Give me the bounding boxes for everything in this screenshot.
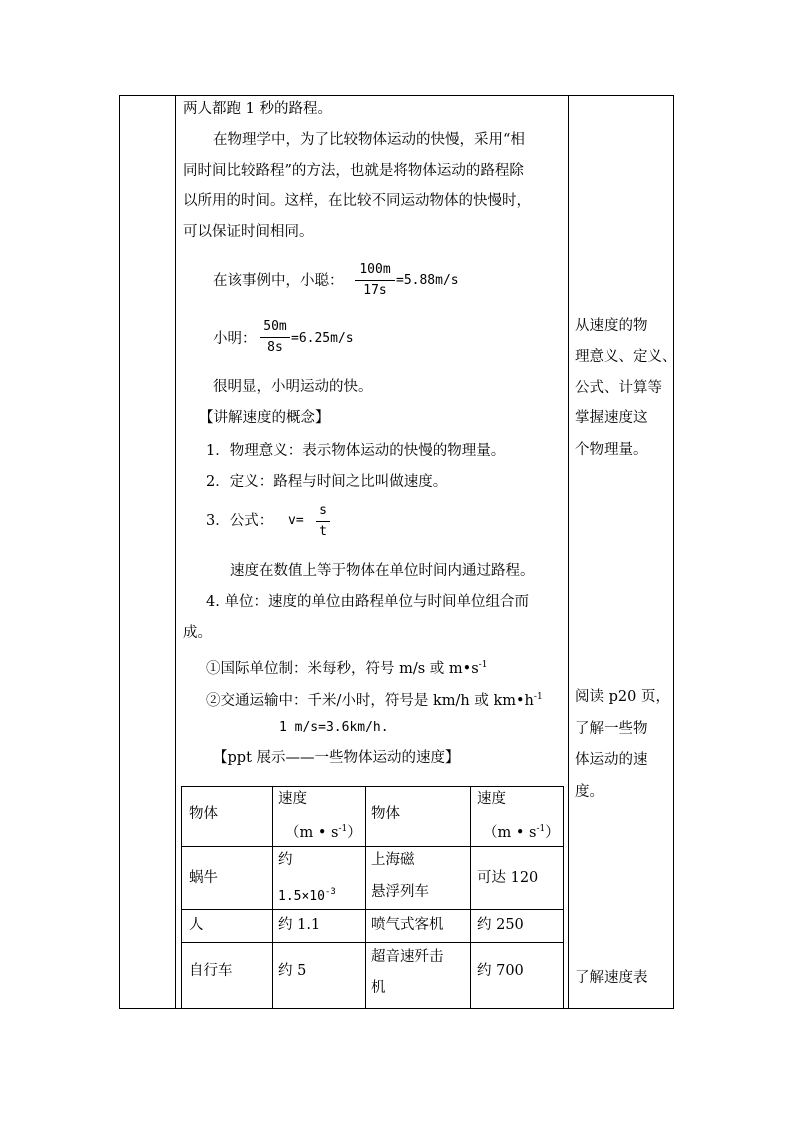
- table-cell: 约 5: [278, 963, 307, 979]
- paragraph-line: 以所用的时间。这样，在比较不同运动物体的快慢时，: [183, 193, 531, 209]
- fraction: [355, 261, 395, 300]
- paragraph-line: 同时间比较路程”的方法，也就是将物体运动的路程除: [183, 163, 524, 179]
- example-label: 在该事例中，小聪：: [213, 273, 344, 289]
- note-line: 阅读 p20 页，: [575, 689, 670, 705]
- table-cell: 自行车: [189, 963, 233, 979]
- fraction-denominator: 17s: [363, 283, 387, 298]
- section-header: 【ppt 展示——一些物体运动的速度】: [213, 750, 460, 766]
- speed-table: [181, 786, 564, 1009]
- note-line: 个物理量。: [575, 442, 648, 458]
- table-col-line: [365, 786, 366, 1009]
- note-line: 体运动的速: [575, 752, 648, 768]
- superscript: -1: [536, 824, 546, 834]
- formula-v: v=: [288, 513, 304, 528]
- concept-item: 成。: [183, 625, 212, 641]
- example-result: =6.25m/s: [291, 331, 354, 346]
- paragraph-line: 两人都跑 1 秒的路程。: [183, 101, 332, 117]
- table-cell: 可达 120: [477, 870, 539, 886]
- table-cell: 蜗牛: [189, 870, 218, 886]
- section-header: 【讲解速度的概念】: [199, 410, 330, 426]
- table-header-cell: 速度: [477, 791, 506, 807]
- note-line: 了解速度表: [575, 970, 648, 986]
- table-header-cell: （m • $s^{-1}$）: [285, 824, 362, 841]
- table-cell: 上海磁: [371, 852, 415, 868]
- note-line: 理意义、定义、: [575, 349, 677, 365]
- concept-item: 3．公式：: [206, 513, 274, 529]
- fraction-denominator: 8s: [267, 340, 283, 355]
- table-cell: $1.5\times 10^{-3}$: [278, 887, 336, 904]
- table-cell: 机: [371, 980, 386, 996]
- table-col-line: [272, 786, 273, 1009]
- fraction-numerator: s: [319, 503, 327, 518]
- example-label: 小明：: [213, 331, 257, 347]
- fraction: [260, 318, 290, 357]
- table-cell: 喷气式客机: [371, 917, 444, 933]
- table-cell: 人: [189, 917, 204, 933]
- concept-item: 1．物理意义：表示物体运动的快慢的物理量。: [206, 443, 506, 459]
- column-divider-left: [175, 95, 176, 1009]
- table-row-line: [181, 846, 564, 847]
- concept-item: 2．定义：路程与时间之比叫做速度。: [206, 474, 448, 490]
- superscript: -1: [478, 660, 488, 670]
- table-row-line: [181, 909, 564, 910]
- fraction-numerator: 100m: [359, 262, 391, 277]
- table-cell: 超音速歼击: [371, 949, 444, 965]
- unit-si-text: ①国际单位制：米每秒，符号 m/s 或 m•s: [206, 661, 479, 677]
- fraction-numerator: 50m: [263, 319, 287, 334]
- table-cell: 约 1.1: [278, 917, 321, 933]
- note-line: 公式、计算等: [575, 380, 662, 396]
- conclusion: 很明显，小明运动的快。: [213, 379, 373, 395]
- superscript: -1: [533, 692, 543, 702]
- table-col-line: [470, 786, 471, 1009]
- table-row-line: [181, 942, 564, 943]
- table-header-cell: 速度: [278, 791, 307, 807]
- table-cell: 悬浮列车: [371, 884, 429, 900]
- column-divider-right: [568, 95, 569, 1009]
- paragraph-line: 在物理学中，为了比较物体运动的快慢，采用“相: [213, 132, 525, 148]
- unit-transport-text: ②交通运输中：千米/小时，符号是 km/h 或 km•h: [206, 693, 534, 709]
- table-header-cell: 物体: [189, 806, 218, 822]
- unit-si: [206, 655, 487, 679]
- example-result: =5.88m/s: [396, 273, 459, 288]
- table-cell: 约 700: [477, 963, 524, 979]
- paragraph-line: 可以保证时间相同。: [183, 224, 314, 240]
- table-cell: 约: [278, 852, 293, 868]
- superscript: -1: [338, 824, 348, 834]
- table-cell: 约 250: [477, 917, 524, 933]
- note-line: 掌握速度这: [575, 410, 648, 426]
- fraction: [316, 502, 330, 541]
- table-header-cell: 物体: [371, 806, 400, 822]
- note-line: 了解一些物: [575, 721, 648, 737]
- table-header-cell: （m • $s^{-1}$）: [483, 824, 560, 841]
- fraction-bar: [316, 521, 330, 522]
- unit-transport: [206, 687, 543, 711]
- superscript: -3: [324, 887, 336, 897]
- note-line: 从速度的物: [575, 318, 648, 334]
- formula-note: 速度在数值上等于物体在单位时间内通过路程。: [230, 563, 535, 579]
- unit-conversion: 1 m/s=3.6km/h.: [279, 720, 389, 735]
- fraction-bar: [260, 337, 290, 338]
- concept-item: 4. 单位：速度的单位由路程单位与时间单位组合而: [206, 594, 529, 610]
- fraction-bar: [355, 280, 395, 281]
- fraction-denominator: t: [319, 524, 327, 539]
- note-line: 度。: [575, 784, 604, 800]
